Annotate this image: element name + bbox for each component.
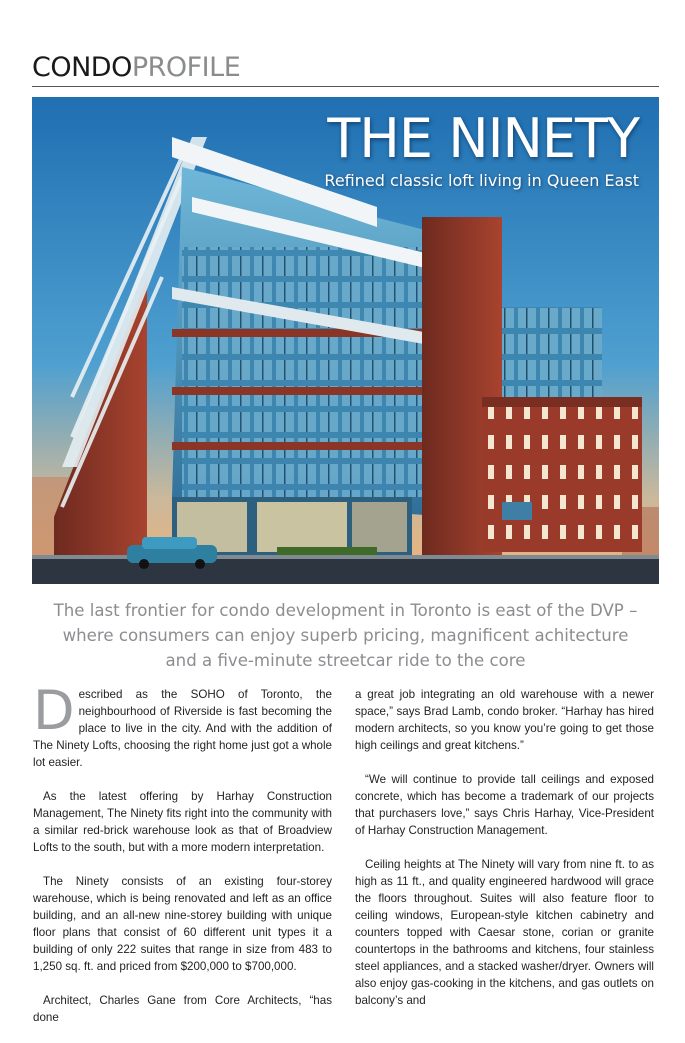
section-title-strong: CONDO [32,52,132,83]
paragraph-text: escribed as the SOHO of Toronto, the neighbourhood of Riverside is fast becoming the place to live in the city. And with the addition of The Ninety Lofts, choosing the right home just got a whole lot easier. [33,688,332,769]
article-paragraph: Architect, Charles Gane from Core Architects, “has done [33,994,332,1024]
hero-subtitle: Refined classic loft living in Queen East [324,171,639,190]
article-paragraph: The Ninety consists of an existing four-storey warehouse, which is being renovated and left as an office building, and an all-new nine-storey building with unique floor plans that consist of 60 different unit types it a building of only 222 suites that range in size from 483 to 1,250 sq. ft. and priced from $200,000 to $700,000. [33,875,332,973]
warehouse [482,402,642,552]
section-title [32,52,240,83]
deck-text [32,598,659,673]
article-paragraph: “We will continue to provide tall ceilings and exposed concrete, which has become a trademark of our projects that purchasers love,” says Chris Harhay, Vice-President of Harhay Construction Management. [355,773,654,837]
hero-title: THE NINETY [327,107,639,170]
article-column-right [355,686,654,1026]
hero-image [32,97,659,584]
article-paragraph [33,679,332,771]
section-header [32,50,659,86]
deck-line: where consumers can enjoy superb pricing, magnificent achitecture [62,626,629,645]
article-column-left [33,679,332,1043]
deck-line: The last frontier for condo development in Toronto is east of the DVP – [53,601,638,620]
deck-line: and a five-minute streetcar ride to the core [165,651,526,670]
article-paragraph: Ceiling heights at The Ninety will vary from nine ft. to as high as 11 ft., and quality engineered hardwood will grace the floors throughout. Suites will also feature floor to ceiling windows, European-style kitchen cabinetry and counters topped with Caesar stone, corian or granite countertops in the bathrooms and kitchens, four stainless steel appliances, and a stacked washer/dryer. Owners will also enjoy gas-cooking in the kitchens, and gas outlets on balcony’s and [355,858,654,1007]
article-paragraph: As the latest offering by Harhay Construction Management, The Ninety fits right into the community with a similar red-brick warehouse look as that of Broadview Lofts to the south, but with a more modern interpretation. [33,790,332,854]
section-title-light: PROFILE [131,52,241,83]
drop-cap: D [33,679,75,742]
header-rule [32,86,659,87]
article-paragraph: a great job integrating an old warehouse with a newer space,” says Brad Lamb, condo broker. “Harhay has hired modern architects, so you know you’re going to get those high ceilings and great kitchens.” [355,688,654,752]
